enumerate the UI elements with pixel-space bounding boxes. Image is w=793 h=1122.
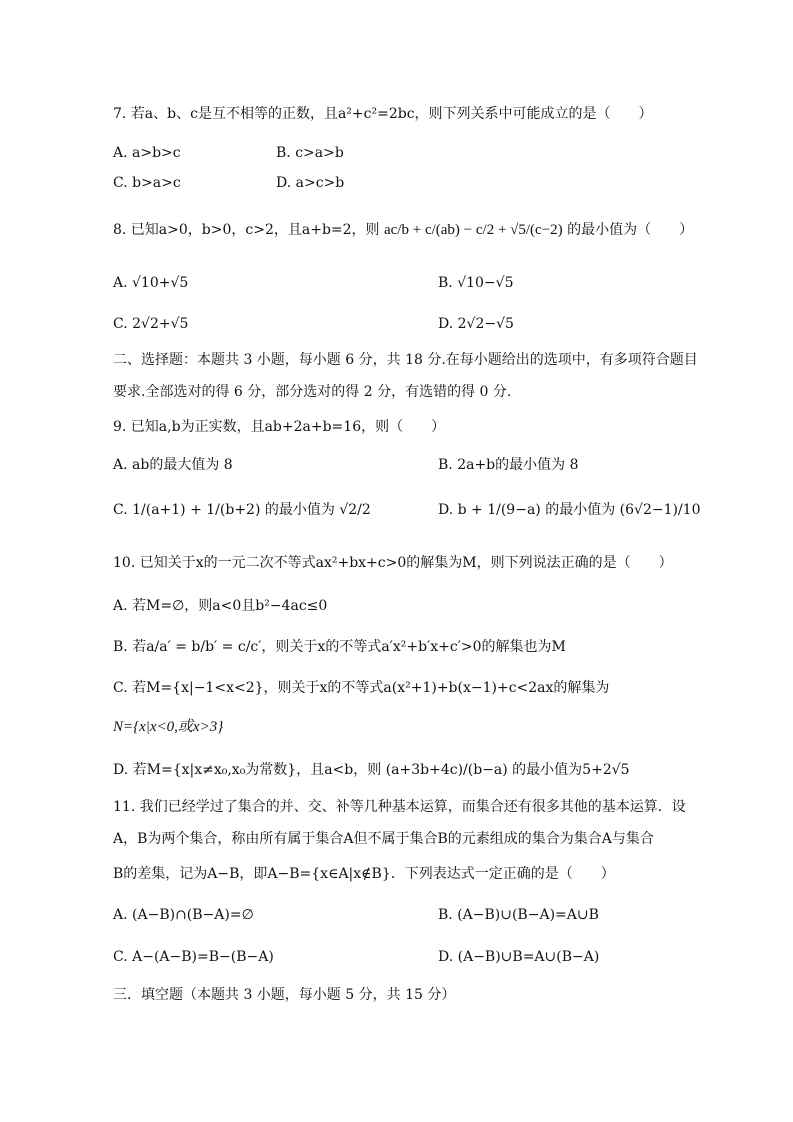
question-7-option-a[interactable]: A. a>b>c <box>113 145 181 161</box>
question-9-stem: 9. 已知a,b为正实数，且ab+2a+b=16，则（ ） <box>113 419 446 435</box>
question-9-option-d[interactable]: D. b + 1/(9−a) 的最小值为 (6√2−1)/10 <box>438 502 701 518</box>
question-7-stem: 7. 若a、b、c是互不相等的正数，且a²+c²=2bc，则下列关系中可能成立的是（ ） <box>113 106 653 122</box>
question-10-option-c[interactable]: C. 若M={x|−1<x<2}，则关于x的不等式a(x²+1)+b(x−1)+c<2ax的解集为 <box>113 680 610 696</box>
question-8-stem: 8. 已知a>0，b>0，c>2，且a+b=2，则 ac/b + c/(ab) − c/2 + √5/(c−2) 的最小值为（ ） <box>113 222 694 238</box>
question-7-option-c[interactable]: C. b>a>c <box>113 175 181 191</box>
question-8-option-d[interactable]: D. 2√2−√5 <box>438 316 514 332</box>
question-8-option-a[interactable]: A. √10+√5 <box>113 275 189 291</box>
section-2-instructions-line-2: 要求.全部选对的得 6 分，部分选对的得 2 分，有选错的得 0 分. <box>113 384 512 400</box>
question-10-option-c-continued: N={x|x<0,或x>3} <box>113 719 224 735</box>
question-11-stem-line-1: 11. 我们已经学过了集合的并、交、补等几种基本运算，而集合还有很多其他的基本运算．设 <box>113 799 686 815</box>
question-9-option-a[interactable]: A. ab的最大值为 8 <box>113 457 233 473</box>
question-10-option-a[interactable]: A. 若M=∅，则a<0且b²−4ac≤0 <box>113 598 328 614</box>
question-8-option-b[interactable]: B. √10−√5 <box>438 275 514 291</box>
question-9-option-b[interactable]: B. 2a+b的最小值为 8 <box>438 457 579 473</box>
question-10-option-d[interactable]: D. 若M={x|x≠x₀,x₀为常数}，且a<b，则 (a+3b+4c)/(b−a) 的最小值为5+2√5 <box>113 762 630 778</box>
question-8-expression: ac/b + c/(ab) − c/2 + √5/(c−2) <box>384 222 563 238</box>
question-10-option-b[interactable]: B. 若a/a′ = b/b′ = c/c′，则关于x的不等式a′x²+b′x+c′>0的解集也为M <box>113 639 566 655</box>
question-11-option-d[interactable]: D. (A−B)∪B=A∪(B−A) <box>438 949 600 965</box>
question-11-stem-line-2: A，B为两个集合，称由所有属于集合A但不属于集合B的元素组成的集合为集合A与集合 <box>113 831 654 847</box>
question-10-stem: 10. 已知关于x的一元二次不等式ax²+bx+c>0的解集为M，则下列说法正确的是（ ） <box>113 555 673 571</box>
question-7-option-b[interactable]: B. c>a>b <box>276 145 344 161</box>
question-8-option-c[interactable]: C. 2√2+√5 <box>113 316 189 332</box>
question-11-option-c[interactable]: C. A−(A−B)=B−(B−A) <box>113 949 274 965</box>
question-11-option-b[interactable]: B. (A−B)∪(B−A)=A∪B <box>438 907 599 923</box>
question-11-stem-line-3: B的差集，记为A−B，即A−B={x∈A|x∉B}．下列表达式一定正确的是（ ） <box>113 866 615 882</box>
section-3-title: 三．填空题（本题共 3 小题，每小题 5 分，共 15 分） <box>113 987 456 1003</box>
section-2-instructions-line-1: 二、选择题：本题共 3 小题，每小题 6 分，共 18 分.在每小题给出的选项中，有多项符合题目 <box>113 352 698 368</box>
question-11-option-a[interactable]: A. (A−B)∩(B−A)=∅ <box>113 907 254 923</box>
question-7-option-d[interactable]: D. a>c>b <box>276 175 345 191</box>
question-9-option-c[interactable]: C. 1/(a+1) + 1/(b+2) 的最小值为 √2/2 <box>113 502 371 518</box>
